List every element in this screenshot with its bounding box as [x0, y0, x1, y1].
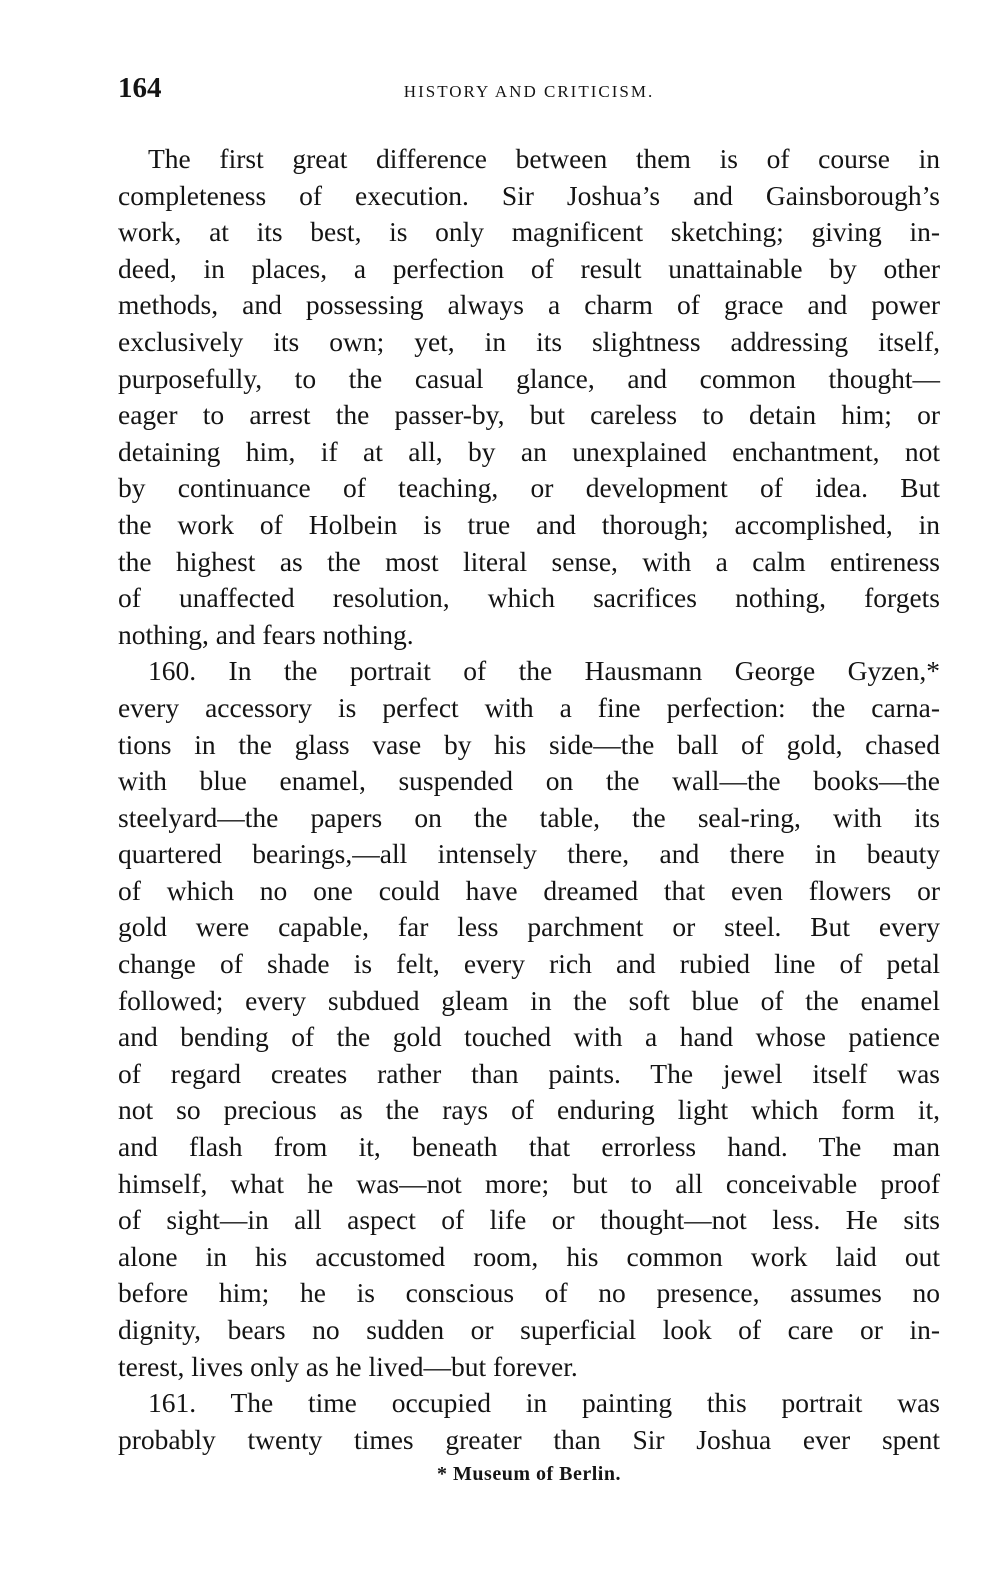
text-line: 161. The time occupied in painting this portrait was [148, 1387, 940, 1419]
text-line: change of shade is felt, every rich and rubied line of petal [118, 948, 940, 980]
text-line: by continuance of teaching, or development of idea. But [118, 472, 940, 504]
text-line: terest, lives only as he lived—but forever. [118, 1350, 578, 1382]
body-text [118, 141, 940, 1458]
running-title: HISTORY AND CRITICISM. [403, 82, 655, 101]
text-line: alone in his accustomed room, his common work laid out [118, 1240, 940, 1272]
text-line: deed, in places, a perfection of result unattainable by other [118, 252, 940, 284]
text-line: tions in the glass vase by his side—the ball of gold, chased [118, 728, 940, 760]
text-line: before him; he is conscious of no presence, assumes no [118, 1277, 940, 1309]
text-line: nothing, and fears nothing. [118, 618, 414, 650]
text-line: every accessory is perfect with a fine perfection: the carna- [118, 691, 940, 723]
text-line: exclusively its own; yet, in its slightness addressing itself, [118, 325, 940, 357]
text-line: steelyard—the papers on the table, the seal-ring, with its [118, 801, 940, 833]
text-line: the highest as the most literal sense, with a calm entireness [118, 545, 940, 577]
text-line: The first great difference between them is of course in [148, 143, 940, 174]
text-line: followed; every subdued gleam in the soft blue of the enamel [118, 984, 940, 1016]
text-line: himself, what he was—not more; but to all conceivable proof [118, 1167, 940, 1199]
text-line: dignity, bears no sudden or superficial look of care or in- [118, 1314, 940, 1345]
text-line: eager to arrest the passer-by, but careless to detain him; or [118, 399, 940, 431]
footnote: * Museum of Berlin. [437, 1463, 621, 1485]
text-line: the work of Holbein is true and thorough; accomplished, in [118, 508, 940, 540]
text-line: and flash from it, beneath that errorless hand. The man [118, 1131, 940, 1163]
page-header [118, 72, 940, 112]
text-line: of unaffected resolution, which sacrifices nothing, forgets [118, 582, 940, 614]
text-line: with blue enamel, suspended on the wall—the books—the [118, 765, 940, 797]
text-line: and bending of the gold touched with a hand whose patience [118, 1021, 940, 1053]
text-line: purposefully, to the casual glance, and common thought— [118, 362, 940, 394]
text-line: of regard creates rather than paints. The jewel itself was [118, 1057, 940, 1089]
text-line: completeness of execution. Sir Joshua’s and Gainsborough’s [118, 179, 940, 211]
text-line: of sight—in all aspect of life or thought—not less. He sits [118, 1204, 940, 1236]
text-line: not so precious as the rays of enduring light which form it, [118, 1094, 940, 1126]
text-line: of which no one could have dreamed that even flowers or [118, 874, 940, 906]
text-line: work, at its best, is only magnificent sketching; giving in- [118, 216, 940, 248]
page-number: 164 [118, 72, 162, 104]
text-line: 160. In the portrait of the Hausmann George Gyzen,* [148, 655, 940, 687]
text-line: gold were capable, far less parchment or steel. But every [118, 911, 940, 943]
text-line: methods, and possessing always a charm of grace and power [118, 289, 940, 321]
text-line: detaining him, if at all, by an unexplained enchantment, not [118, 435, 940, 467]
text-line: quartered bearings,—all intensely there, and there in beauty [118, 838, 940, 870]
text-line: probably twenty times greater than Sir Joshua ever spent [118, 1423, 940, 1455]
